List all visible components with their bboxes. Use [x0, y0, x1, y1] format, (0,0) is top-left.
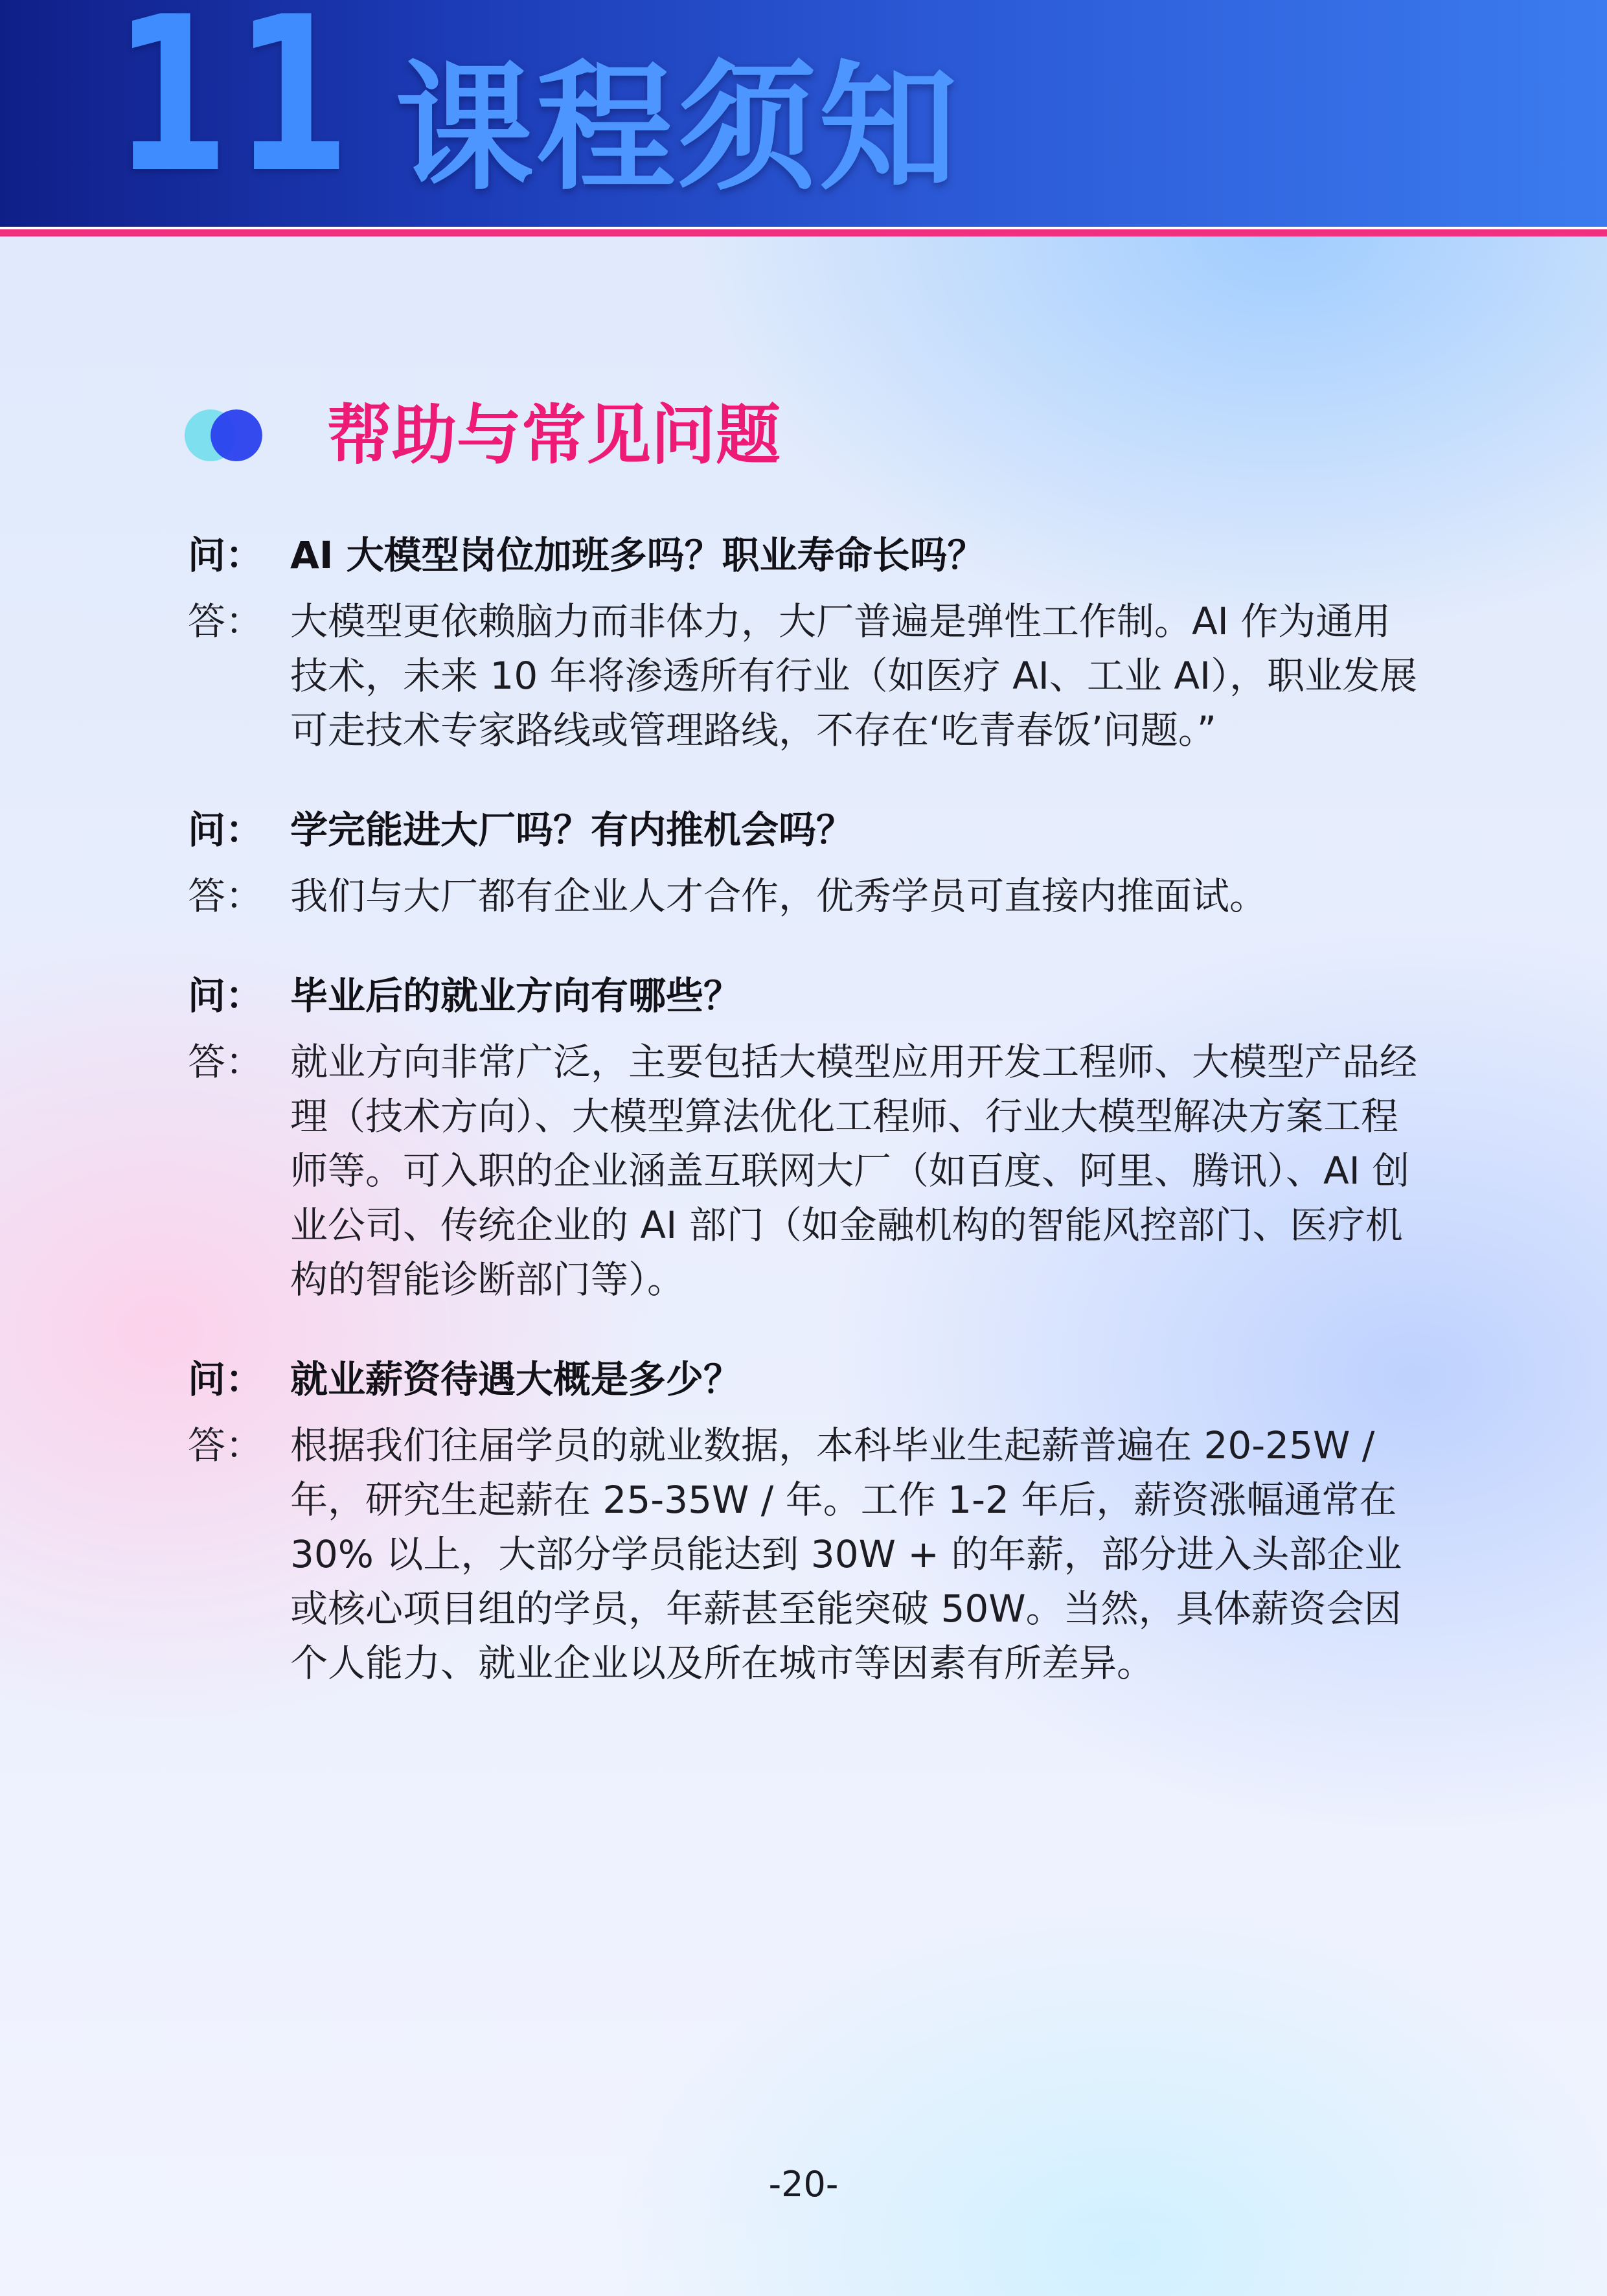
chapter-number: 11: [113, 0, 356, 220]
circle-blue: [211, 409, 262, 461]
faq-question-row: [188, 969, 1419, 1023]
faq-answer-row: [188, 1035, 1419, 1307]
answer-label: 答：: [188, 874, 264, 918]
section-title: 帮助与常见问题: [327, 397, 781, 473]
faq-question: 就业薪资待遇大概是多少？: [290, 1357, 742, 1401]
faq-answer-row: [188, 869, 1419, 923]
faq-item: [188, 803, 1419, 923]
faq-item: [188, 1352, 1419, 1690]
header-banner: [0, 0, 1607, 227]
faq-answer-row: [188, 594, 1419, 757]
question-label: 问：: [188, 1357, 264, 1401]
chapter-title: 课程须知: [395, 48, 960, 209]
faq-list: [188, 528, 1419, 1736]
faq-item: [188, 969, 1419, 1307]
faq-answer: 就业方向非常广泛，主要包括大模型应用开发工程师、大模型产品经理（技术方向）、大模型算法优化工程师、行业大模型解决方案工程师等。可入职的企业涵盖互联网大厂（如百度、阿里、腾讯）、AI 创业公司、传统企业的 AI 部门（如金融机构的智能风控部门、医疗机构的智能诊断部门等）。: [290, 1040, 1418, 1302]
faq-answer: 大模型更依赖脑力而非体力，大厂普遍是弹性工作制。AI 作为通用技术，未来 10 年将渗透所有行业（如医疗 AI、工业 AI），职业发展可走技术专家路线或管理路线，不存在‘吃青春饭’问题。”: [290, 599, 1418, 752]
faq-item: [188, 528, 1419, 757]
faq-answer: 根据我们往届学员的就业数据，本科毕业生起薪普遍在 20-25W / 年，研究生起薪在 25-35W / 年。工作 1-2 年后，薪资涨幅通常在 30% 以上，大部分学员能达到 30W + 的年薪，部分进入头部企业或核心项目组的学员，年薪甚至能突破 50W。当然，具体薪资会因个人能力、就业企业以及所在城市等因素有所差异。: [290, 1423, 1402, 1685]
question-label: 问：: [188, 808, 264, 852]
faq-question: AI 大模型岗位加班多吗？职业寿命长吗？: [290, 533, 985, 577]
faq-question: 学完能进大厂吗？有内推机会吗？: [290, 808, 854, 852]
faq-question: 毕业后的就业方向有哪些？: [290, 974, 742, 1018]
answer-label: 答：: [188, 599, 264, 643]
faq-question-row: [188, 803, 1419, 857]
page-number: -20-: [768, 2164, 839, 2205]
header-divider-pink: [0, 229, 1607, 236]
answer-label: 答：: [188, 1040, 264, 1084]
faq-question-row: [188, 528, 1419, 582]
faq-question-row: [188, 1352, 1419, 1406]
faq-answer: 我们与大厂都有企业人才合作，优秀学员可直接内推面试。: [290, 874, 1268, 918]
question-label: 问：: [188, 533, 264, 577]
double-circle-icon: [185, 409, 262, 461]
faq-answer-row: [188, 1418, 1419, 1690]
question-label: 问：: [188, 974, 264, 1018]
answer-label: 答：: [188, 1423, 264, 1467]
